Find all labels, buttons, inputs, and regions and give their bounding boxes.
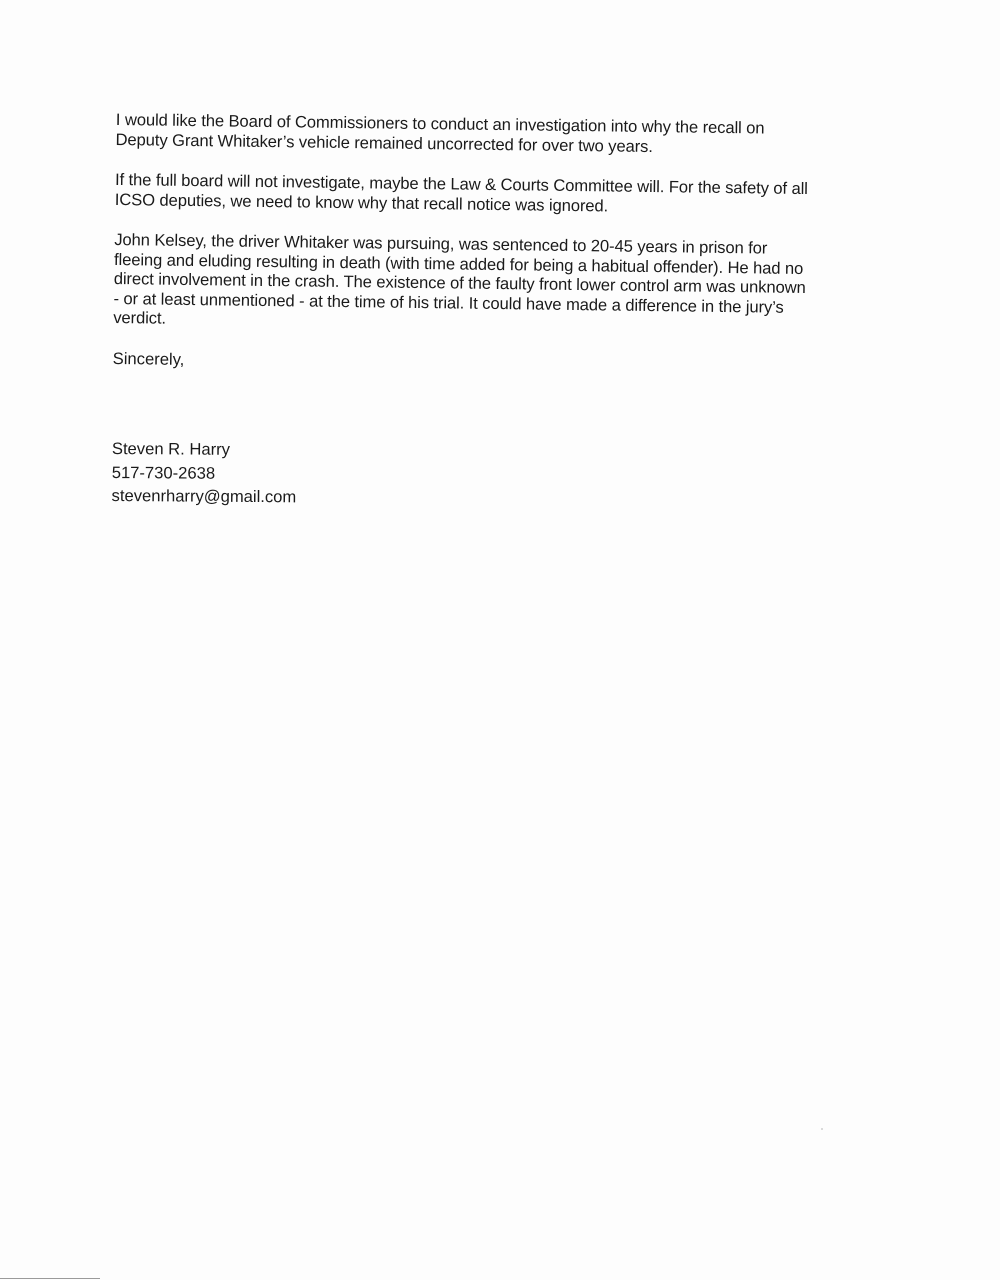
paragraph-committee-request: If the full board will not investigate, maybe the Law & Courts Committee will. For the safety of all ICSO deputies, we need to know why that recall notice was ignored. — [114, 169, 808, 215]
paragraph-kelsey-sentence: John Kelsey, the driver Whitaker was pursuing, was sentenced to 20-45 years in prison for fleeing and eluding resulting in death (with time added for being a habitual offender). He had no direct involvement in the crash. The existence of the faulty front lower control arm was unknown - or at least unmentioned - at the time of his trial. It could have made a difference in the jury’s verdict. — [113, 229, 806, 328]
signer-name: Steven R. Harry — [111, 438, 231, 459]
closing-salutation: Sincerely, — [112, 348, 185, 369]
scan-speck — [821, 1128, 823, 1130]
signature-block — [112, 437, 297, 509]
scan-edge-line — [0, 1278, 100, 1279]
letter-body — [113, 110, 886, 378]
paragraph-investigation-request: I would like the Board of Commissioners to conduct an investigation into why the recall on Deputy Grant Whitaker’s vehicle remained uncorrected for over two years. — [115, 110, 765, 156]
signer-email: stevenrharry@gmail.com — [111, 485, 297, 507]
signer-phone: 517-730-2638 — [111, 462, 216, 483]
